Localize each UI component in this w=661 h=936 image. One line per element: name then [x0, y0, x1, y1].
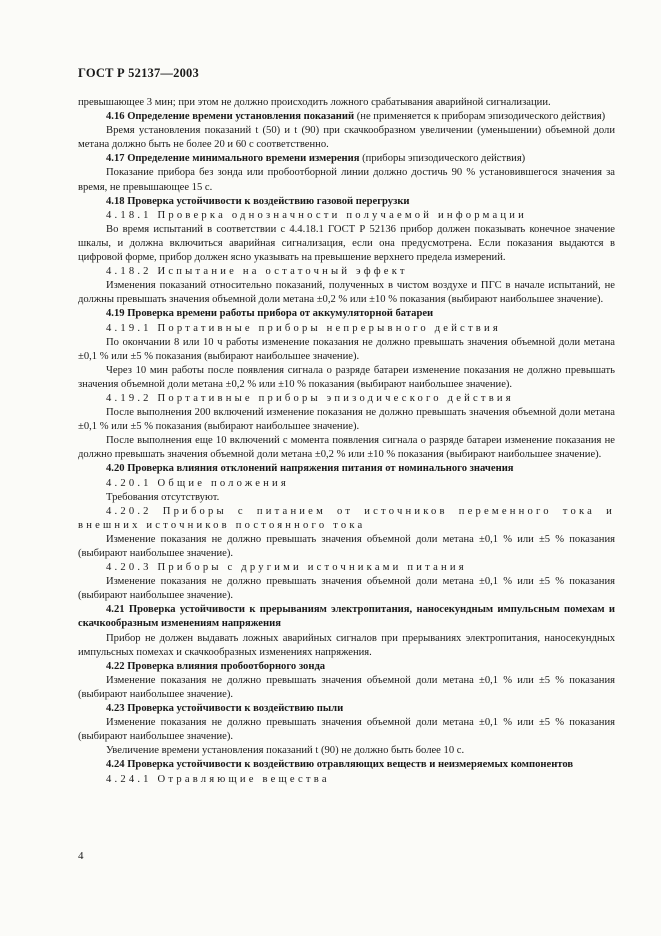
heading-text: 4.21 Проверка устойчивости к прерываниям электропитания, наносекундным импульсным помехам и скачкообразным изменениям напряжения — [78, 604, 615, 630]
section-heading-4-20 — [78, 462, 615, 476]
document-header: ГОСТ Р 52137—2003 — [78, 66, 199, 80]
heading-text: 4.17 Определение минимального времени измерения — [106, 153, 360, 165]
heading-text: 4.20 Проверка влияния отклонений напряжения питания от номинального значения — [106, 463, 514, 475]
heading-text: 4.16 Определение времени установления показаний — [106, 111, 355, 123]
section-heading-4-22 — [78, 660, 615, 674]
subsection-heading-4-20-2: 4.20.2 Приборы с питанием от источников переменного тока и внешних источников постоянного тока — [78, 505, 615, 531]
heading-text: 4.18 Проверка устойчивости к воздействию газовой перегрузки — [106, 195, 410, 207]
paragraph: Изменения показаний относительно показаний, полученных в чистом воздухе и ПГС в начале испытаний, не должны превышать значения объемной доли метана ±0,2 % или ±10 % показания (выбирают наибольшее значение). — [78, 280, 615, 306]
paragraph: Прибор не должен выдавать ложных аварийных сигналов при прерываниях электропитания, наносекундных импульсных помехах и скачкообразных изменениях напряжения. — [78, 632, 615, 658]
section-heading-4-18 — [78, 195, 615, 209]
heading-tail: (приборы эпизодического действия) — [359, 153, 526, 165]
section-heading-4-21 — [78, 603, 615, 631]
paragraph: Через 10 мин работы после появления сигнала о разряде батареи изменение показания не должно превышать значения объемной доли метана ±0,2 % или ±10 % показания (выбирают наибольшее значение). — [78, 364, 615, 390]
section-heading-4-16 — [78, 110, 615, 124]
paragraph: Требования отсутствуют. — [106, 491, 220, 503]
paragraph: Изменение показания не должно превышать значения объемной доли метана ±0,1 % или ±5 % показания (выбирают наибольшее значение). — [78, 533, 615, 559]
subsection-heading-4-18-2: 4.18.2 Испытание на остаточный эффект — [106, 266, 408, 278]
subsection-heading-4-20-1: 4.20.1 Общие положения — [106, 477, 289, 489]
heading-text: 4.19 Проверка времени работы прибора от аккумуляторной батареи — [106, 308, 434, 320]
paragraph: Показание прибора без зонда или пробоотборной линии должно достичь 90 % установившегося значения за время, не превышающее 15 с. — [78, 167, 615, 193]
section-heading-4-24 — [78, 758, 615, 772]
paragraph: По окончании 8 или 10 ч работы изменение показания не должно превышать значения объемной доли метана ±0,1 % или ±5 % показания (выбирают наибольшее значение). — [78, 336, 615, 362]
subsection-heading-4-24-1: 4.24.1 Отравляющие вещества — [106, 773, 330, 785]
subsection-heading-4-19-2: 4.19.2 Портативные приборы эпизодического действия — [106, 392, 514, 404]
paragraph: Время установления показаний t (50) и t (90) при скачкообразном увеличении (уменьшении) объемной доли метана должно быть не более 20 и 60 с соответственно. — [78, 125, 615, 151]
paragraph: После выполнения 200 включений изменение показания не должно превышать значения объемной доли метана ±0,1 % или ±5 % показания (выбирают наибольшее значение). — [78, 407, 615, 433]
paragraph: Во время испытаний в соответствии с 4.4.18.1 ГОСТ Р 52136 прибор должен показывать конечное значение шкалы, и должна включиться аварийная сигнализация, если она предусмотрена. Если показания выдаются в цифровой форме, прибор должен ясно указывать на превышение верхнего предела измерений. — [78, 223, 615, 264]
heading-text: 4.23 Проверка устойчивости к воздействию пыли — [106, 703, 344, 715]
paragraph: Увеличение времени установления показаний t (90) не должно быть более 10 с. — [106, 745, 465, 757]
subsection-heading-4-19-1: 4.19.1 Портативные приборы непрерывного действия — [106, 322, 501, 334]
heading-text: 4.22 Проверка влияния пробоотборного зонда — [106, 660, 326, 672]
heading-text: 4.24 Проверка устойчивости к воздействию отравляющих веществ и неизмеряемых компонентов — [106, 759, 574, 771]
heading-tail: (не применяется к приборам эпизодического действия) — [354, 111, 606, 123]
paragraph: Изменение показания не должно превышать значения объемной доли метана ±0,1 % или ±5 % показания (выбирают наибольшее значение). — [78, 717, 615, 743]
paragraph: Изменение показания не должно превышать значения объемной доли метана ±0,1 % или ±5 % показания (выбирают наибольшее значение). — [78, 674, 615, 700]
subsection-heading-4-18-1: 4.18.1 Проверка однозначности получаемой информации — [106, 209, 527, 221]
paragraph: Изменение показания не должно превышать значения объемной доли метана ±0,1 % или ±5 % показания (выбирают наибольшее значение). — [78, 576, 615, 602]
subsection-heading-4-20-3: 4.20.3 Приборы с другими источниками питания — [106, 562, 467, 574]
paragraph: превышающее 3 мин; при этом не должно происходить ложного срабатывания аварийной сигнализации. — [78, 97, 551, 108]
page-number: 4 — [78, 850, 84, 862]
section-heading-4-17 — [78, 152, 615, 166]
section-heading-4-19 — [78, 307, 615, 321]
section-heading-4-23 — [78, 702, 615, 716]
page-body — [78, 96, 615, 787]
paragraph: После выполнения еще 10 включений с момента появления сигнала о разряде батареи изменение показания не должно превышать значения объемной доли метана ±0,2 % или ±10 % показания (выбирают наибольшее значение). — [78, 435, 615, 461]
